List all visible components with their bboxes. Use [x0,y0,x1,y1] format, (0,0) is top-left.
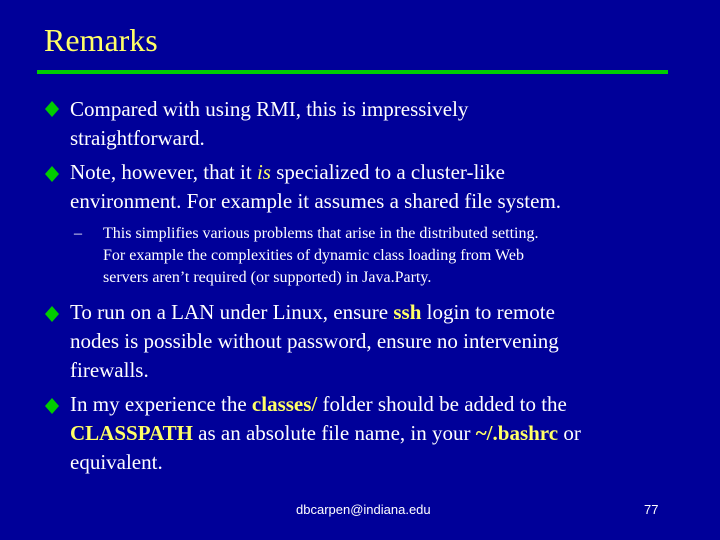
bullet-4-line-3: equivalent. [70,450,163,474]
diamond-bullet-icon [44,165,60,185]
title-underline [37,70,668,74]
bullet-2-text [70,158,690,216]
page-number: 77 [644,502,659,517]
bullet-4-line-1 [70,390,690,419]
code-highlight: classes/ [251,392,318,416]
bullet-4-line-2 [70,419,690,448]
bullet-2-text-part: Note, however, that it [70,160,257,184]
sub-bullet-line-3: servers aren’t required (or supported) in Java.Party. [103,269,432,286]
code-highlight: ~/.bashrc [475,421,559,445]
sub-bullet-line-2: For example the complexities of dynamic class loading from Web [103,247,524,264]
emphasis-text: is [256,160,271,184]
bullet-3-line-2: nodes is possible without password, ensure no intervening [70,329,559,353]
footer-email: dbcarpen@indiana.edu [296,502,431,517]
bullet-2-line-1 [70,158,690,187]
code-highlight: ssh [393,300,422,324]
bullet-3-line-1 [70,298,690,327]
bullet-4-text-part: as an absolute file name, in your [192,421,476,445]
sub-bullet-text [103,223,703,289]
bullet-3-text [70,298,690,385]
diamond-bullet-icon [44,397,60,417]
bullet-3-line-3: firewalls. [70,358,149,382]
sub-bullet-dash: – [74,225,82,242]
code-highlight: CLASSPATH [70,421,193,445]
bullet-4-text [70,390,690,477]
diamond-bullet-icon [44,100,60,120]
bullet-1-text [70,95,690,153]
bullet-4-text-part: folder should be added to the [317,392,567,416]
bullet-2-line-2: environment. For example it assumes a shared file system. [70,189,562,213]
bullet-3-text-part: login to remote [421,300,555,324]
bullet-2-text-part: specialized to a cluster-like [270,160,505,184]
bullet-1-line-1: Compared with using RMI, this is impressively [70,97,469,121]
bullet-4-text-part: or [558,421,581,445]
bullet-3-text-part: To run on a LAN under Linux, ensure [70,300,394,324]
bullet-4-text-part: In my experience the [70,392,252,416]
bullet-1-line-2: straightforward. [70,126,205,150]
diamond-bullet-icon [44,305,60,325]
sub-bullet-line-1: This simplifies various problems that arise in the distributed setting. [103,225,539,242]
slide-title: Remarks [44,22,158,58]
